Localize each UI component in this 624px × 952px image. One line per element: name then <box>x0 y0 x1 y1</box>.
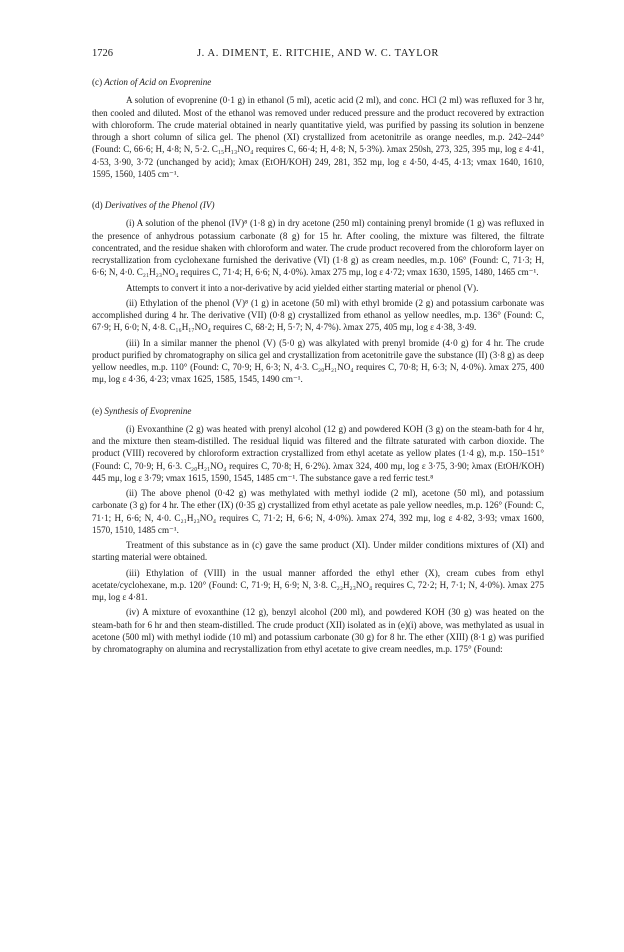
paragraph: (iv) A mixture of evoxanthine (12 g), benzyl alcohol (200 ml), and powdered KOH (30 g) was heated on the steam-bath for 6 hr and then steam-distilled. The crude product (XII) isolated as in (e)(i) above, was methylated as usual in acetone (500 ml) with methyl iodide (10 ml) and potassium carbonate (30 g) for 8 hr. The ether (XIII) (8·1 g) was purified by chromatography on alumina and recrystallization from ethyl acetate to give cream needles, m.p. 175° (Found: <box>92 607 544 654</box>
paragraph: (iii) In a similar manner the phenol (V) (5·0 g) was alkylated with prenyl bromide (4·0 g) for 4 hr. The crude product purified by chromatography on silica gel and crystallization from acetonitrile gave the substance (II) (3·8 g) as deep yellow needles, m.p. 110° (Found: C, 70·9; H, 6·3; N, 4·3. C₂₀H₂₁NO₄ requires C, 70·8; H, 6·3; N, 4·0%). λmax 275, 400 mμ, log ε 4·36, 4·23; νmax 1625, 1585, 1545, 1490 cm⁻¹. <box>92 337 544 385</box>
paragraph: (i) Evoxanthine (2 g) was heated with prenyl alcohol (12 g) and powdered KOH (3 g) on the steam-bath for 4 hr, and the mixture then steam-distilled. The residual liquid was filtered and the filtrate saturated with carbon dioxide. The product (VIII) recovered by chloroform extraction crystallized from ethyl acetate as yellow plates (1·4 g), m.p. 150–151° (Found: C, 70·9; H, 6·3. C₂₀H₂₁NO₄ requires C, 70·8; H, 6·2%). λmax 324, 400 mμ, log ε 3·75, 3·90; λmax (EtOH/KOH) 445 mμ, log ε 3·79; νmax 1615, 1590, 1545, 1485 cm⁻¹. The substance gave a red ferric test.⁸ <box>92 423 544 483</box>
section-d <box>92 199 544 386</box>
paragraph: Attempts to convert it into a nor-derivative by acid yielded either starting material or phenol (V). <box>126 282 479 293</box>
section-letter: (e) <box>92 405 103 416</box>
section-letter: (d) <box>92 200 103 210</box>
paragraph: (ii) The above phenol (0·42 g) was methylated with methyl iodide (2 ml), acetone (50 ml), and potassium carbonate (3 g) for 4 hr. The ether (IX) (0·35 g) crystallized from ethyl acetate as pale yellow needles, m.p. 126° (Found: C, 71·1; H, 6·6; N, 4·0. C₂₁H₂₃NO₄ requires C, 71·2; H, 6·6; N, 4·0%). λmax 274, 392 mμ, log ε 4·82, 3·93; νmax 1600, 1570, 1510, 1485 cm⁻¹. <box>92 488 544 535</box>
paragraph: A solution of evoprenine (0·1 g) in ethanol (5 ml), acetic acid (2 ml), and conc. HCl (2 ml) was refluxed for 3 hr, then cooled and diluted. Most of the ethanol was removed under reduced pressure and the product recovered by extraction with chloroform. The crude material obtained in nearly quantitative yield, was purified by passing its solution in benzene through a short column of silica gel. The phenol (XI) crystallized from acetonitrile as orange needles, m.p. 242–244° (Found: C, 66·6; H, 4·8; N, 5·2. C₁₅H₁₃NO₄ requires C, 66·4; H, 4·8; N, 5·3%). λmax 250sh, 273, 325, 395 mμ, log ε 4·41, 4·53, 3·90, 3·72 (unchanged by acid); λmax (EtOH/KOH) 249, 281, 352 mμ, log ε 4·50, 4·45, 4·13; νmax 1640, 1610, 1595, 1560, 1405 cm⁻¹. <box>92 95 544 179</box>
section-title: Action of Acid on Evoprenine <box>104 77 212 87</box>
paragraph: (iii) Ethylation of (VIII) in the usual manner afforded the ethyl ether (X), cream cubes from ethyl acetate/cyclohexane, m.p. 120° (Found: C, 71·9; H, 6·9; N, 3·8. C₂₂H₂₃NO₄ requires C, 72·2; H, 7·1; N, 4·0%). λmax 275 mμ, log ε 4·81. <box>92 567 544 602</box>
paragraph: Treatment of this substance as in (c) gave the same product (XI). Under milder conditions mixtures of (XI) and starting material were obtained. <box>92 540 544 563</box>
journal-page <box>92 48 544 658</box>
section-title: Synthesis of Evoprenine <box>104 405 192 416</box>
section-heading <box>92 76 544 88</box>
section-letter: (c) <box>92 77 103 87</box>
section-title: Derivatives of the Phenol (IV) <box>104 200 215 210</box>
paragraph: (ii) Ethylation of the phenol (V)⁸ (1 g) in acetone (50 ml) with ethyl bromide (2 g) and potassium carbonate was accomplished during 4 hr. The derivative (VII) (0·8 g) crystallized from ethanol as yellow needles, m.p. 136° (Found: C, 67·9; H, 6·0; N, 4·8. C₁₆H₁₇NO₄ requires C, 68·2; H, 5·7; N, 4·7%). λmax 275, 405 mμ, log ε 4·38, 3·49. <box>92 297 544 333</box>
section-heading <box>92 405 544 417</box>
section-heading <box>92 199 544 211</box>
running-head: J. A. DIMENT, E. RITCHIE, AND W. C. TAYLOR <box>196 48 440 59</box>
page-header <box>92 48 544 62</box>
section-e <box>92 405 544 656</box>
section-c <box>92 76 544 180</box>
paragraph: (i) A solution of the phenol (IV)⁸ (1·8 g) in dry acetone (250 ml) containing prenyl bromide (1 g) was refluxed in the presence of anhydrous potassium carbonate (8 g) for 15 hr. After cooling, the mixture was filtered, the filtrate concentrated, and the residue shaken with chloroform and water. The crude product recovered from the chloroform layer on recrystallization from cyclohexane furnished the derivative (VI) (1·8 g) as cream needles, m.p. 106° (Found: C, 71·3; H, 6·6; N, 4·0. C₂₁H₂₃NO₄ requires C, 71·4; H, 6·6; N, 4·0%). λmax 275 mμ, log ε 4·72; νmax 1630, 1595, 1480, 1465 cm⁻¹. <box>92 218 544 278</box>
page-number: 1726 <box>92 48 113 59</box>
